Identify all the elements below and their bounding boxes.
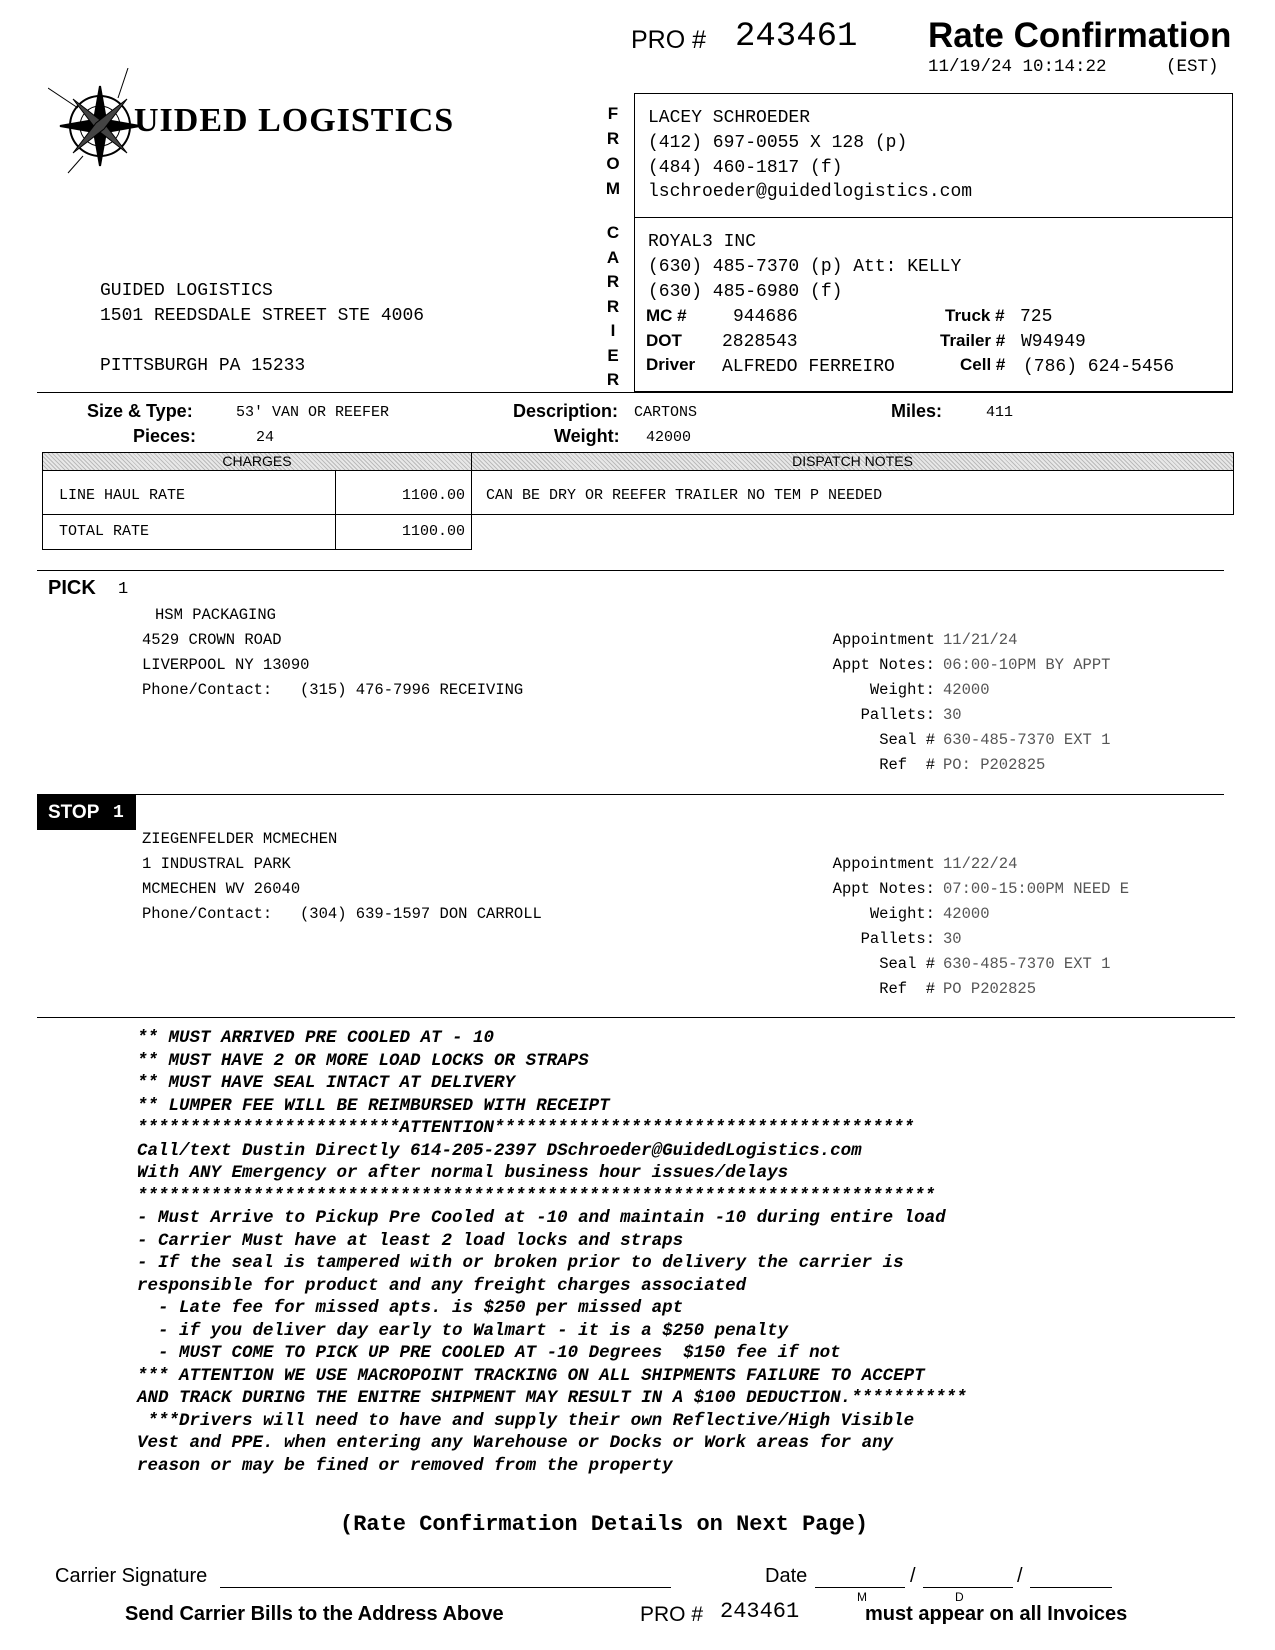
from-fax: (484) 460-1817 (f) <box>648 158 843 178</box>
dispatch-notes-header <box>471 452 1234 471</box>
driver-label: Driver <box>646 355 696 374</box>
note-line: - Must Arrive to Pickup Pre Cooled at -10 and maintain -10 during entire load <box>137 1208 946 1228</box>
pick-ref: PO: P202825 <box>943 756 1046 774</box>
weight-label: Weight: <box>554 426 620 446</box>
description-label: Description: <box>513 401 619 421</box>
note-line: responsible for product and any freight charges associated <box>137 1275 747 1296</box>
note-line: ** MUST ARRIVED PRE COOLED AT - 10 <box>137 1028 495 1048</box>
cell-number: (786) 624-5456 <box>1023 357 1175 377</box>
dispatch-notes-header-label: DISPATCH NOTES <box>792 453 913 469</box>
company-address-line1: 1501 REEDSDALE STREET STE 4006 <box>100 306 425 326</box>
stop-city: MCMECHEN WV 26040 <box>142 880 301 898</box>
pick-pallets: 30 <box>943 706 962 724</box>
page-title: Rate Confirmation <box>928 16 1232 55</box>
pick-phone: (315) 476-7996 RECEIVING <box>300 681 524 699</box>
pick-appt-notes-label: Appt Notes: <box>832 656 935 674</box>
dispatch-notes-body <box>471 470 1234 515</box>
stop-pallets-label: Pallets: <box>860 930 935 948</box>
carrier-letter: E <box>607 345 619 365</box>
pick-weight: 42000 <box>943 681 990 699</box>
stop-weight: 42000 <box>943 905 990 923</box>
pick-pallets-label: Pallets: <box>860 706 935 724</box>
note-line: *** ATTENTION WE USE MACROPOINT TRACKING ON ALL SHIPMENTS FAILURE TO ACCEPT <box>137 1365 925 1386</box>
date-month-hint: M <box>857 1590 867 1604</box>
from-phone: (412) 697-0055 X 128 (p) <box>648 133 908 153</box>
header-bottom-rule <box>37 392 1233 393</box>
size-type-label: Size & Type: <box>87 401 193 421</box>
trailer-number: W94949 <box>1021 332 1086 352</box>
charges-row <box>42 470 472 515</box>
charges-row <box>42 514 472 550</box>
from-name: LACEY SCHROEDER <box>648 108 811 128</box>
miles-value: 411 <box>986 404 1014 421</box>
note-line: **************************************************************************** <box>137 1185 936 1206</box>
note-line: - Carrier Must have at least 2 load locks and straps <box>137 1230 684 1251</box>
carrier-letter: R <box>606 370 620 389</box>
note-line: With ANY Emergency or after normal business hour issues/delays <box>137 1163 789 1183</box>
stop-badge <box>37 795 136 830</box>
carrier-letter: C <box>606 223 620 242</box>
signature-label: Carrier Signature <box>55 1565 208 1587</box>
send-bills-note: Send Carrier Bills to the Address Above <box>125 1603 504 1625</box>
pick-appointment: 11/21/24 <box>943 631 1018 649</box>
charge-label: TOTAL RATE <box>59 523 150 540</box>
pro-number: 243461 <box>735 18 858 56</box>
carrier-letter: R <box>606 296 620 316</box>
stop-address: 1 INDUSTRAL PARK <box>142 855 291 873</box>
miles-label: Miles: <box>891 401 943 421</box>
dot-number: 2828543 <box>722 332 798 352</box>
stop-appt-notes: 07:00-15:00PM NEED E <box>943 880 1130 898</box>
logo-text: UIDED LOGISTICS <box>134 102 455 139</box>
charges-header <box>42 452 472 471</box>
pieces-label: Pieces: <box>133 426 197 446</box>
note-line: AND TRACK DURING THE ENITRE SHIPMENT MAY RESULT IN A $100 DEDUCTION.*********** <box>137 1388 967 1408</box>
size-type-value: 53' VAN OR REEFER <box>236 404 390 421</box>
carrier-name: ROYAL3 INC <box>648 232 757 252</box>
print-datetime: 11/19/24 10:14:22 <box>928 57 1107 77</box>
date-slash: / <box>910 1565 916 1587</box>
note-line: - if you deliver day early to Walmart - it is a $250 penalty <box>137 1320 789 1341</box>
note-line: ** MUST HAVE SEAL INTACT AT DELIVERY <box>137 1073 516 1093</box>
mc-label: MC # <box>646 306 687 325</box>
from-carrier-divider <box>634 217 1233 218</box>
notes-top-rule <box>37 1017 1235 1018</box>
pick-label: PICK <box>48 577 96 599</box>
stop-weight-label: Weight: <box>869 905 935 923</box>
charge-amount: 1100.00 <box>401 487 465 504</box>
print-timezone: (EST) <box>1166 57 1219 77</box>
truck-label: Truck # <box>945 306 1005 325</box>
mc-number: 944686 <box>733 307 798 327</box>
truck-number: 725 <box>1020 307 1053 327</box>
footer-pro-label: PRO # <box>640 1603 704 1626</box>
stop-appointment-label: Appointment <box>832 855 935 873</box>
note-line: - MUST COME TO PICK UP PRE COOLED AT -10 Degrees $150 fee if not <box>137 1343 841 1363</box>
pick-appointment-label: Appointment <box>832 631 935 649</box>
cell-label: Cell # <box>960 355 1006 374</box>
pick-address: 4529 CROWN ROAD <box>142 631 282 649</box>
pieces-value: 24 <box>256 429 275 446</box>
note-line: reason or may be fined or removed from the property <box>137 1455 673 1476</box>
stop-appointment: 11/22/24 <box>943 855 1018 873</box>
next-page-note: (Rate Confirmation Details on Next Page) <box>340 1512 869 1537</box>
pick-phone-label: Phone/Contact: <box>142 681 273 699</box>
description-value: CARTONS <box>634 404 698 421</box>
stop-ref: PO P202825 <box>943 980 1037 998</box>
from-vertical-label <box>603 104 623 204</box>
pick-appt-notes: 06:00-10PM BY APPT <box>943 656 1111 674</box>
from-letter: M <box>605 179 621 198</box>
carrier-instructions <box>137 1027 967 1477</box>
pick-number: 1 <box>118 580 129 599</box>
stop-ref-label: Ref # <box>879 980 935 998</box>
pick-ref-label: Ref # <box>879 756 935 774</box>
pick-city: LIVERPOOL NY 13090 <box>142 656 310 674</box>
charge-amount: 1100.00 <box>401 523 465 540</box>
carrier-letter: R <box>606 272 620 291</box>
charge-label: LINE HAUL RATE <box>59 487 186 504</box>
date-day-hint: D <box>955 1590 964 1604</box>
pick-name: HSM PACKAGING <box>155 606 276 624</box>
date-day-line[interactable] <box>923 1587 1013 1588</box>
carrier-fax: (630) 485-6980 (f) <box>648 282 843 302</box>
note-line: ** LUMPER FEE WILL BE REIMBURSED WITH RECEIPT <box>137 1095 610 1116</box>
note-line: ***Drivers will need to have and supply their own Reflective/High Visible <box>137 1410 915 1431</box>
carrier-vertical-label <box>603 223 623 395</box>
company-name: GUIDED LOGISTICS <box>100 281 273 301</box>
note-line: Call/text Dustin Directly 614-205-2397 DSchroeder@GuidedLogistics.com <box>137 1140 862 1161</box>
stop-phone: (304) 639-1597 DON CARROLL <box>300 905 542 923</box>
from-letter: R <box>606 129 620 148</box>
carrier-letter: A <box>606 247 620 267</box>
stop-seal-label: Seal # <box>879 955 935 973</box>
pick-seal-label: Seal # <box>879 731 935 749</box>
from-letter: O <box>606 154 620 173</box>
trailer-label: Trailer # <box>940 331 1006 350</box>
charges-column-divider <box>335 470 336 550</box>
driver-name: ALFREDO FERREIRO <box>722 357 895 377</box>
stop-label: STOP <box>48 802 100 823</box>
charges-header-label: CHARGES <box>222 453 292 469</box>
must-appear-note: must appear on all Invoices <box>865 1603 1128 1625</box>
carrier-letter: I <box>610 321 616 340</box>
note-line: ** MUST HAVE 2 OR MORE LOAD LOCKS OR STRAPS <box>137 1050 589 1071</box>
stop-name: ZIEGENFELDER MCMECHEN <box>142 830 338 848</box>
date-year-line[interactable] <box>1030 1587 1112 1588</box>
company-logo <box>48 68 508 180</box>
footer-pro-number: 243461 <box>720 1599 800 1624</box>
date-month-line[interactable] <box>815 1587 905 1588</box>
stop-number: 1 <box>113 803 124 823</box>
company-address-line2: PITTSBURGH PA 15233 <box>100 356 306 376</box>
stop-top-rule <box>37 794 1224 795</box>
note-line: *************************ATTENTION**************************************** <box>137 1118 915 1138</box>
weight-value: 42000 <box>646 429 692 446</box>
note-line: Vest and PPE. when entering any Warehouse or Docks or Work areas for any <box>137 1433 894 1453</box>
pick-weight-label: Weight: <box>869 681 935 699</box>
pro-label: PRO # <box>631 26 707 54</box>
stop-seal: 630-485-7370 EXT 1 <box>943 955 1111 973</box>
carrier-phone: (630) 485-7370 (p) Att: KELLY <box>648 257 962 277</box>
stop-phone-label: Phone/Contact: <box>142 905 273 923</box>
stop-appt-notes-label: Appt Notes: <box>832 880 935 898</box>
date-slash: / <box>1017 1565 1023 1587</box>
from-letter: F <box>607 104 619 123</box>
from-email: lschroeder@guidedlogistics.com <box>648 182 973 202</box>
dot-label: DOT <box>646 331 682 350</box>
pick-seal: 630-485-7370 EXT 1 <box>943 731 1111 749</box>
date-label: Date <box>765 1565 808 1587</box>
pick-top-rule <box>37 570 1224 571</box>
note-line: - If the seal is tampered with or broken prior to delivery the carrier is <box>137 1253 904 1273</box>
signature-line[interactable] <box>220 1587 671 1588</box>
stop-pallets: 30 <box>943 930 962 948</box>
note-line: - Late fee for missed apts. is $250 per missed apt <box>137 1298 684 1318</box>
dispatch-notes-text: CAN BE DRY OR REEFER TRAILER NO TEM P NEEDED <box>486 487 883 504</box>
